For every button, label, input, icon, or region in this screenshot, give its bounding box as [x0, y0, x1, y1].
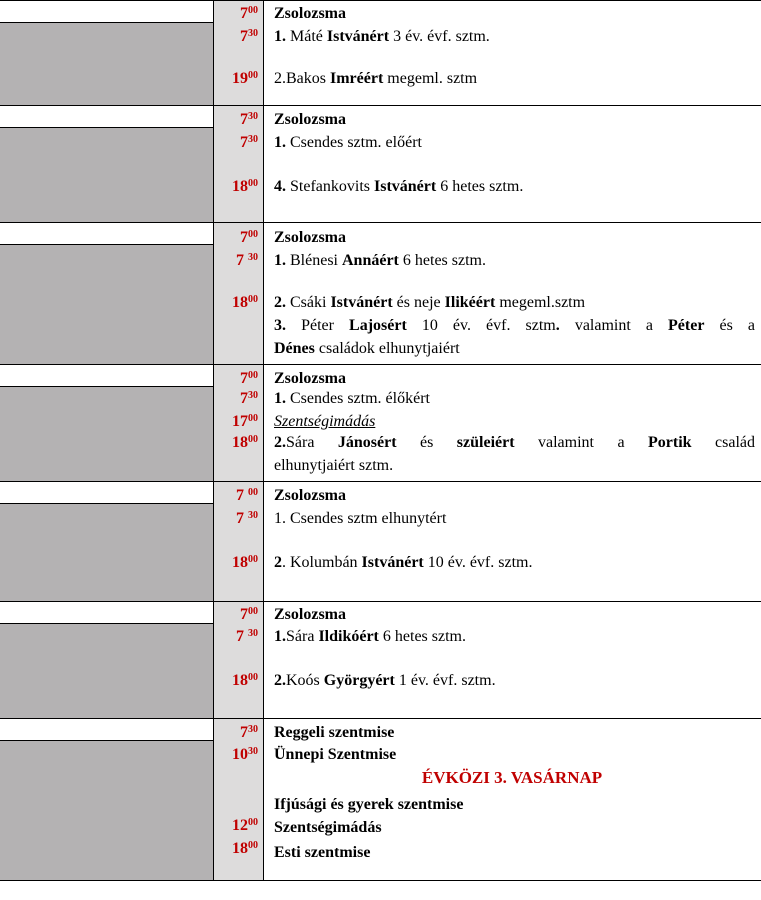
day-cell-5 [0, 623, 213, 718]
time-minute: 00 [248, 487, 258, 498]
intention-line [274, 745, 396, 765]
text-segment: Györgyért [323, 672, 395, 689]
time-minute: 00 [248, 413, 258, 424]
intention-line [274, 228, 346, 248]
time-minute: 00 [248, 70, 258, 81]
intention-line [274, 369, 346, 389]
time-hour: 10 [232, 746, 248, 763]
text-segment: . [555, 317, 560, 334]
text-segment: Portik [648, 434, 692, 451]
text-segment: Imréért [330, 70, 384, 87]
mass-time [214, 509, 258, 529]
text-segment: Zsolozsma [274, 487, 346, 504]
mass-time [214, 177, 258, 197]
intention-line [274, 486, 346, 506]
time-hour: 12 [232, 817, 248, 834]
day-name-border [0, 127, 213, 128]
day-cell-4 [0, 503, 213, 601]
text-segment: Zsolozsma [274, 606, 346, 623]
day-cell-1 [0, 127, 213, 222]
text-segment: 1. [274, 628, 286, 645]
text-segment: Péter [286, 317, 350, 334]
mass-time [214, 412, 258, 432]
text-segment: Zsolozsma [274, 370, 346, 387]
text-segment: 2. [274, 294, 286, 311]
time-minute: 30 [248, 111, 258, 122]
text-segment: ÉVKÖZI 3. VASÁRNAP [421, 768, 603, 787]
text-segment: 1 év. évf. sztm. [394, 672, 496, 689]
time-hour: 7 [240, 606, 248, 623]
time-minute: 30 [248, 390, 258, 401]
intention-line [274, 843, 370, 863]
time-minute: 00 [248, 554, 258, 565]
intention-line [274, 110, 346, 130]
text-segment: Reggeli szentmise [274, 724, 395, 741]
time-hour: 7 [240, 111, 248, 128]
text-segment: 6 hetes sztm. [398, 252, 486, 269]
text-segment: 6 hetes sztm. [436, 178, 524, 195]
time-minute: 00 [248, 606, 258, 617]
text-segment: 1. [274, 28, 286, 45]
mass-time [214, 228, 258, 248]
mass-time [214, 4, 258, 24]
intention-line [274, 509, 446, 529]
day-name-border [0, 623, 213, 624]
table-bottom-border [0, 880, 761, 881]
time-minute: 00 [248, 5, 258, 16]
time-minute: 30 [248, 134, 258, 145]
time-minute: 30 [248, 724, 258, 735]
time-hour: 18 [232, 672, 248, 689]
text-segment: Istvánért [326, 28, 390, 45]
row-border [0, 718, 761, 719]
day-cell-6 [0, 740, 213, 880]
text-segment: Péter [668, 317, 705, 334]
time-minute: 30 [248, 28, 258, 39]
text-segment: Ünnepi Szentmise [274, 746, 397, 763]
row-border [0, 222, 761, 223]
mass-time [214, 110, 258, 130]
text-segment: szüleiért [456, 434, 515, 451]
time-minute: 00 [248, 229, 258, 240]
time-minute: 00 [248, 817, 258, 828]
intention-line [274, 27, 490, 47]
time-hour: 7 [236, 487, 248, 504]
text-segment: 10 év. évf. sztm [406, 317, 556, 334]
day-cell-2 [0, 244, 213, 364]
mass-time [214, 723, 258, 743]
text-segment: Lajosért [349, 317, 407, 334]
time-hour: 7 [236, 252, 248, 269]
intention-line [274, 433, 755, 453]
time-hour: 18 [232, 434, 248, 451]
intention-line [274, 671, 496, 691]
day-cell-0 [0, 22, 213, 105]
text-segment: 10 év. évf. sztm. [423, 554, 533, 571]
day-name-border [0, 386, 213, 387]
mass-time [214, 553, 258, 573]
text-segment: elhunytjaiért sztm. [274, 457, 394, 474]
text-segment: 2 [274, 554, 282, 571]
text-segment: 1. [274, 134, 286, 151]
row-border [0, 105, 761, 106]
time-hour: 18 [232, 294, 248, 311]
time-minute: 30 [248, 628, 258, 639]
intention-line [274, 133, 422, 153]
text-segment: Istvánért [374, 178, 437, 195]
text-segment: és a [704, 317, 755, 334]
mass-time [214, 69, 258, 89]
time-hour: 7 [240, 390, 248, 407]
time-hour: 7 [240, 28, 248, 45]
text-segment: 1. [274, 252, 286, 269]
mass-time [214, 293, 258, 313]
mass-time [214, 389, 258, 409]
time-minute: 00 [248, 370, 258, 381]
text-segment: Máté [286, 28, 327, 45]
time-hour: 7 [236, 510, 248, 527]
row-border [0, 364, 761, 365]
text-segment: megeml.sztm [495, 294, 586, 311]
intention-line [274, 389, 430, 409]
time-minute: 00 [248, 672, 258, 683]
time-hour: 7 [236, 628, 248, 645]
text-segment: Annáért [342, 252, 399, 269]
text-segment: Istvánért [330, 294, 393, 311]
intention-line [274, 69, 477, 89]
time-hour: 7 [240, 229, 248, 246]
intention-line [274, 339, 460, 359]
time-hour: 7 [240, 134, 248, 151]
day-cell-3 [0, 386, 213, 481]
mass-time [214, 369, 258, 389]
intention-line [274, 605, 346, 625]
mass-time [214, 816, 258, 836]
intention-line [274, 553, 532, 573]
mass-time [214, 605, 258, 625]
text-segment: és [396, 434, 457, 451]
intention-line [274, 818, 382, 838]
mass-time [214, 745, 258, 765]
text-segment: család [691, 434, 755, 451]
intention-line [274, 293, 585, 313]
text-segment: Sára [286, 434, 338, 451]
time-hour: 17 [232, 413, 248, 430]
time-hour: 18 [232, 178, 248, 195]
mass-time [214, 627, 258, 647]
intention-line [274, 177, 523, 197]
text-segment: Csendes sztm. előért [286, 134, 422, 151]
text-segment: Blénesi [286, 252, 342, 269]
time-minute: 30 [248, 510, 258, 521]
text-segment: 1. [274, 390, 286, 407]
time-hour: 18 [232, 554, 248, 571]
text-segment: Szentségimádás [274, 819, 382, 836]
mass-time [214, 133, 258, 153]
text-segment: Szentségimádás [274, 413, 376, 430]
text-segment: 1. Csendes sztm elhunytért [274, 510, 447, 527]
time-minute: 00 [248, 840, 258, 851]
time-minute: 00 [248, 294, 258, 305]
mass-time [214, 839, 258, 859]
time-hour: 7 [240, 5, 248, 22]
time-minute: 00 [248, 434, 258, 445]
text-segment: Sára [286, 628, 319, 645]
mass-time [214, 671, 258, 691]
row-border [0, 601, 761, 602]
text-segment: Esti szentmise [274, 844, 371, 861]
text-segment: Dénes [274, 340, 315, 357]
text-segment: Ifjúsági és gyerek szentmise [274, 796, 464, 813]
intention-line [274, 4, 346, 24]
text-segment: Zsolozsma [274, 229, 346, 246]
day-name-border [0, 22, 213, 23]
text-segment: Ildikóért [318, 628, 379, 645]
text-segment: 3. [274, 317, 286, 334]
time-hour: 19 [232, 70, 248, 87]
intention-line [274, 795, 463, 815]
text-segment: . Kolumbán [282, 554, 362, 571]
text-segment: 2. [274, 672, 286, 689]
intention-line [274, 412, 375, 432]
intention-line [274, 627, 466, 647]
intention-line [274, 723, 394, 743]
intention-line [274, 316, 755, 336]
text-segment: 2. [274, 434, 286, 451]
text-segment: 4. [274, 178, 286, 195]
row-border [0, 481, 761, 482]
time-hour: 7 [240, 724, 248, 741]
day-name-border [0, 740, 213, 741]
time-minute: 30 [248, 252, 258, 263]
column-border [213, 0, 214, 880]
text-segment: valamint a [514, 434, 649, 451]
day-name-border [0, 244, 213, 245]
text-segment: Jánosért [337, 434, 397, 451]
text-segment: és neje [392, 294, 445, 311]
text-segment: Csendes sztm. élőkért [286, 390, 430, 407]
mass-time [214, 251, 258, 271]
time-hour: 7 [240, 370, 248, 387]
text-segment: Istvánért [361, 554, 424, 571]
text-segment: 6 hetes sztm. [378, 628, 466, 645]
time-minute: 30 [248, 746, 258, 757]
text-segment: megeml. sztm [383, 70, 478, 87]
text-segment: Koós [286, 672, 324, 689]
mass-time [214, 27, 258, 47]
text-segment: családok elhunytjaiért [314, 340, 460, 357]
text-segment: Stefankovits [286, 178, 374, 195]
time-minute: 00 [248, 178, 258, 189]
mass-time [214, 486, 258, 506]
text-segment: valamint a [559, 317, 669, 334]
sunday-feast-title [263, 768, 761, 788]
text-segment: Csáki [286, 294, 331, 311]
text-segment: 3 év. évf. sztm. [389, 28, 490, 45]
text-segment: Zsolozsma [274, 111, 346, 128]
intention-line [274, 456, 393, 476]
mass-time [214, 433, 258, 453]
intention-line [274, 251, 486, 271]
row-border [0, 0, 761, 1]
column-border [263, 0, 264, 880]
text-segment: 2.Bakos [274, 70, 330, 87]
text-segment: Ilikéért [444, 294, 496, 311]
text-segment: Zsolozsma [274, 5, 346, 22]
time-hour: 18 [232, 840, 248, 857]
day-name-border [0, 503, 213, 504]
